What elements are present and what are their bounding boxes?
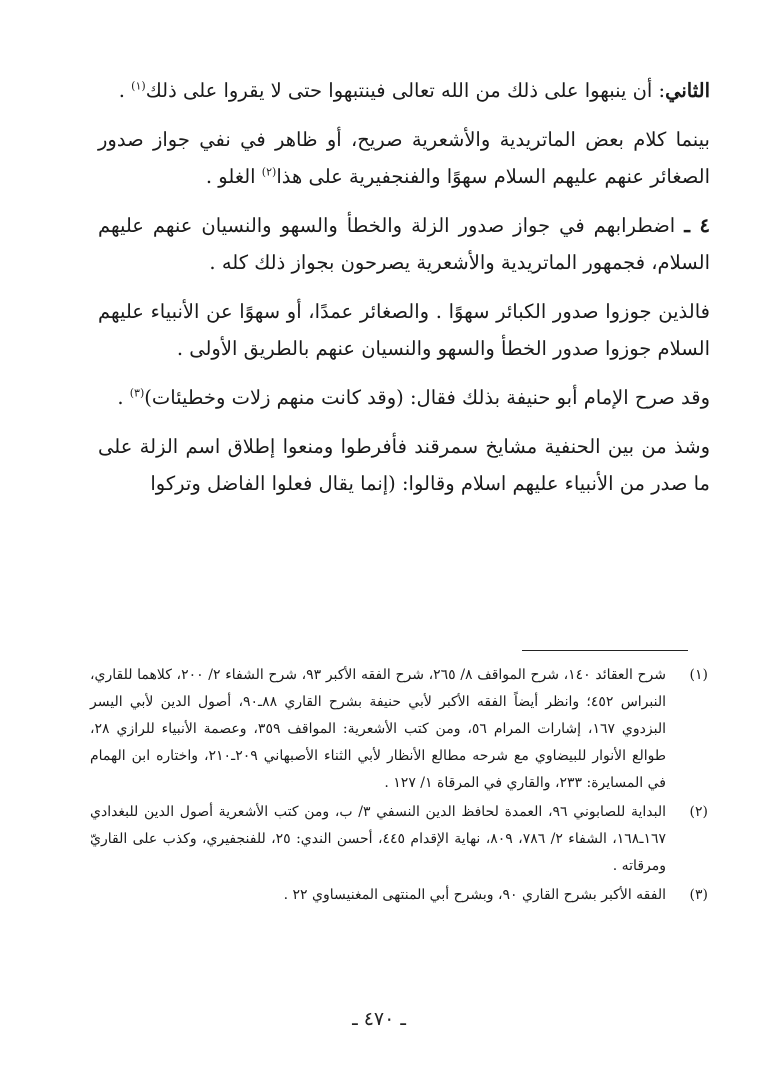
footnote-reference[interactable]: (٣): [129, 386, 145, 400]
paragraph-3: [98, 207, 710, 281]
footnote-reference[interactable]: (٢): [261, 165, 277, 179]
paragraph-text: بينما كلام بعض الماتريدية والأشعرية صريح، أو ظاهر في نفي جواز صدور الصغائر عنهم عليهم السلام سهوًا والفنجفيرية على هذا: [98, 128, 710, 188]
footnote-text: البداية للصابوني ٩٦، العمدة لحافظ الدين النسفي ٣/ ب، ومن كتب الأشعرية أصول الدين للبغدادي ١٦٧ـ١٦٨، الشفاء ٢/ ٧٨٦، ٨٠٩، نهاية الإقدام ٤٤٥، أحسن الندي: ٢٥، للفنجفيري، وكذب على القاريّ ومرقاته .: [90, 804, 667, 874]
footnotes: [90, 662, 708, 911]
footnote-reference[interactable]: (١): [131, 79, 146, 93]
page-number: ـ ٤٧٠ ـ: [352, 1008, 406, 1030]
paragraph-6: [98, 428, 710, 502]
paragraph-text: اضطرابهم في جواز صدور الزلة والخطأ والسهو والنسيان عنهم عليهم السلام، فجمهور الماتريدية والأشعرية يصرحون بجواز ذلك كله .: [98, 214, 710, 274]
paragraph-lead: الثاني: [665, 79, 710, 102]
paragraph-end: الغلو .: [205, 165, 262, 188]
main-text: [98, 72, 710, 514]
footnote-number: (٣): [689, 887, 708, 903]
paragraph-text: وقد صرح الإمام أبو حنيفة بذلك فقال: (وقد كانت منهم زلات وخطيئات): [144, 386, 710, 409]
paragraph-1: [98, 72, 710, 109]
footnote-text: الفقه الأكبر بشرح القاري ٩٠، وبشرح أبي المنتهى المغنيساوي ٢٢ .: [283, 887, 666, 903]
paragraph-end: .: [118, 79, 132, 102]
paragraph-end: .: [117, 386, 130, 409]
paragraph-text: : أن ينبهوا على ذلك من الله تعالى فينتبهوا حتى لا يقروا على ذلك: [145, 79, 666, 102]
footnote-item: [90, 799, 708, 880]
footnote-item: [90, 882, 708, 909]
paragraph-text: وشذ من بين الحنفية مشايخ سمرقند فأفرطوا ومنعوا إطلاق اسم الزلة على ما صدر من الأنبياء عليهم اسلام وقالوا: (إنما يقال فعلوا الفاضل وتركوا: [98, 435, 710, 495]
footnote-number: (١): [689, 667, 708, 683]
footnote-divider: [522, 650, 688, 651]
footnote-text: شرح العقائد ١٤٠، شرح المواقف ٨/ ٢٦٥، شرح الفقه الأكبر ٩٣، شرح الشفاء ٢/ ٢٠٠، كلاهما للقاري، النبراس ٤٥٢؛ وانظر أيضاً الفقه الأكبر لأبي حنيفة بشرح القاري ٨٨ـ٩٠، أصول الدين لأبي اليسر البزدوي ١٦٧، إشارات المرام ٥٦، ومن كتب الأشعرية: المواقف ٣٥٩، وعصمة الأنبياء للرازي ٢٨، طوالع الأنوار للبيضاوي مع شرحه مطالع الأنظار لأبي الثناء الأصبهاني ٢٠٩ـ٢١٠، واختاره ابن الهمام في المسايرة: ٢٣٣، والقاري في المرقاة ١/ ١٢٧ .: [90, 667, 667, 791]
footnote-item: [90, 662, 708, 797]
paragraph-lead: ٤ ـ: [684, 214, 710, 237]
paragraph-4: [98, 293, 710, 367]
footnote-number: (٢): [689, 804, 708, 820]
paragraph-2: [98, 121, 710, 195]
paragraph-5: [98, 379, 710, 416]
paragraph-text: فالذين جوزوا صدور الكبائر سهوًا . والصغائر عمدًا، أو سهوًا عن الأنبياء عليهم السلام جوزوا صدور الخطأ والسهو والنسيان عنهم بالطريق الأولى .: [98, 300, 710, 360]
